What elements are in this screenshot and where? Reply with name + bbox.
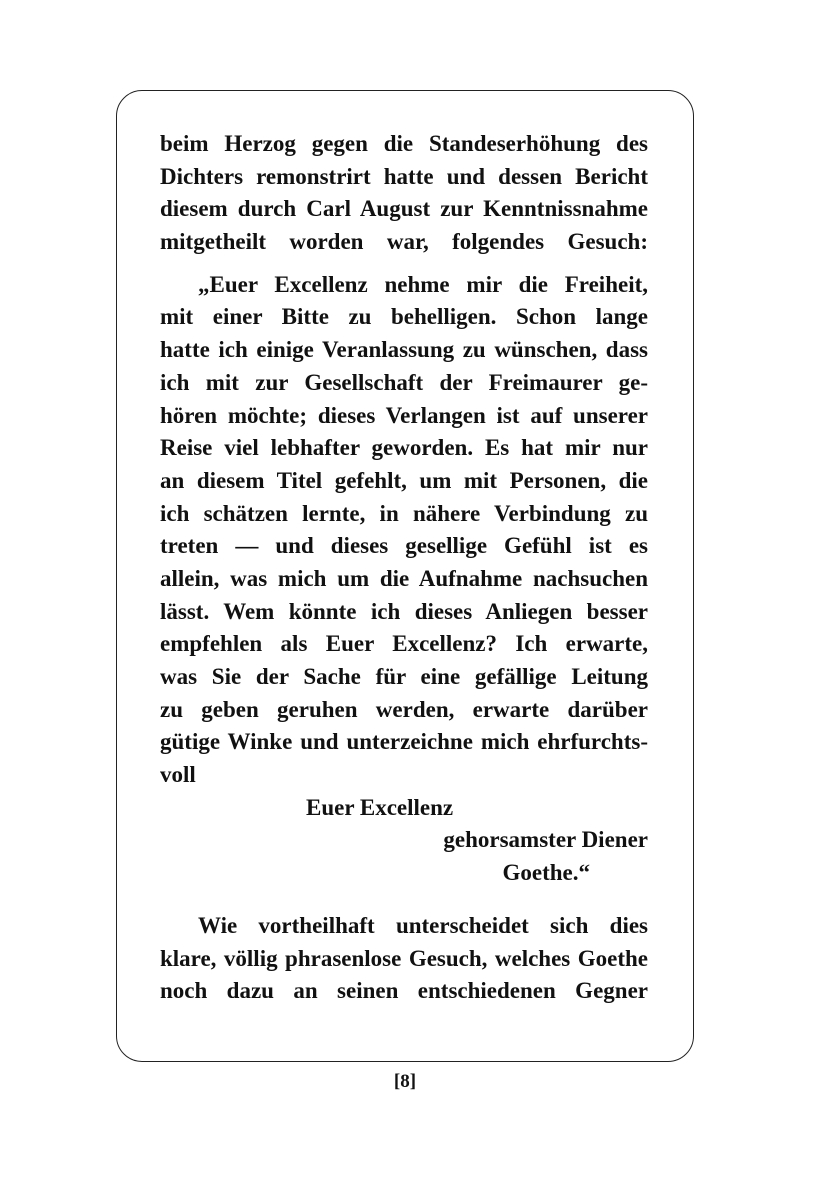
text-line: klare, völlig phrasenlose Gesuch, welches Goethe bbox=[160, 945, 648, 971]
signature-salutation: Euer Excellenz bbox=[306, 794, 454, 820]
text-line: Reise viel lebhafter geworden. Es hat mir nur bbox=[160, 435, 648, 461]
text-line: mit einer Bitte zu behelligen. Schon lange bbox=[160, 304, 648, 330]
text-line: mitgetheilt worden war, folgendes Gesuch: bbox=[160, 229, 648, 255]
text-line: beim Herzog gegen die Standeserhöhung des bbox=[160, 131, 648, 156]
paragraph-3 bbox=[160, 910, 648, 1008]
paragraph-1 bbox=[160, 128, 648, 259]
text-line: treten — und dieses gesellige Gefühl ist es bbox=[160, 533, 648, 559]
text-line: allein, was mich um die Aufnahme nachsuchen bbox=[160, 565, 648, 591]
text-line: was Sie der Sache für eine gefällige Leitung bbox=[160, 664, 648, 689]
text-line: empfehlen als Euer Excellenz? Ich erwarte, bbox=[160, 631, 648, 657]
letter-signature bbox=[160, 792, 648, 890]
text-line: zu geben geruhen werden, erwarte darüber bbox=[160, 696, 648, 722]
text-line: hatte ich einige Veranlassung zu wünschen, dass bbox=[160, 337, 648, 363]
text-line: lässt. Wem könnte ich dieses Anliegen besser bbox=[160, 598, 648, 624]
text-line: noch dazu an seinen entschiedenen Gegner bbox=[160, 978, 648, 1004]
text-line: Wie vortheilhaft unterscheidet sich dies bbox=[198, 912, 648, 938]
text-line: diesem durch Carl August zur Kenntnissnahme bbox=[160, 196, 648, 222]
signature-closing: gehorsamster Diener bbox=[443, 827, 648, 853]
text-line: „Euer Excellenz nehme mir die Freiheit, bbox=[198, 271, 648, 297]
signature-name: Goethe.“ bbox=[502, 860, 590, 886]
text-line: hören möchte; dieses Verlangen ist auf unserer bbox=[160, 402, 648, 428]
text-line: voll bbox=[160, 762, 196, 788]
paragraph-2-letter bbox=[160, 269, 648, 792]
text-line: ich schätzen lernte, in nähere Verbindung zu bbox=[160, 500, 648, 526]
body-text bbox=[160, 128, 648, 1008]
text-line: gütige Winke und unterzeichne mich ehrfurchts- bbox=[160, 729, 648, 755]
text-line: Dichters remonstrirt hatte und dessen Bericht bbox=[160, 163, 648, 189]
text-line: an diesem Titel gefehlt, um mit Personen, die bbox=[160, 467, 648, 493]
text-line: ich mit zur Gesellschaft der Freimaurer ge- bbox=[160, 369, 648, 395]
page-number: [8] bbox=[393, 1071, 417, 1092]
